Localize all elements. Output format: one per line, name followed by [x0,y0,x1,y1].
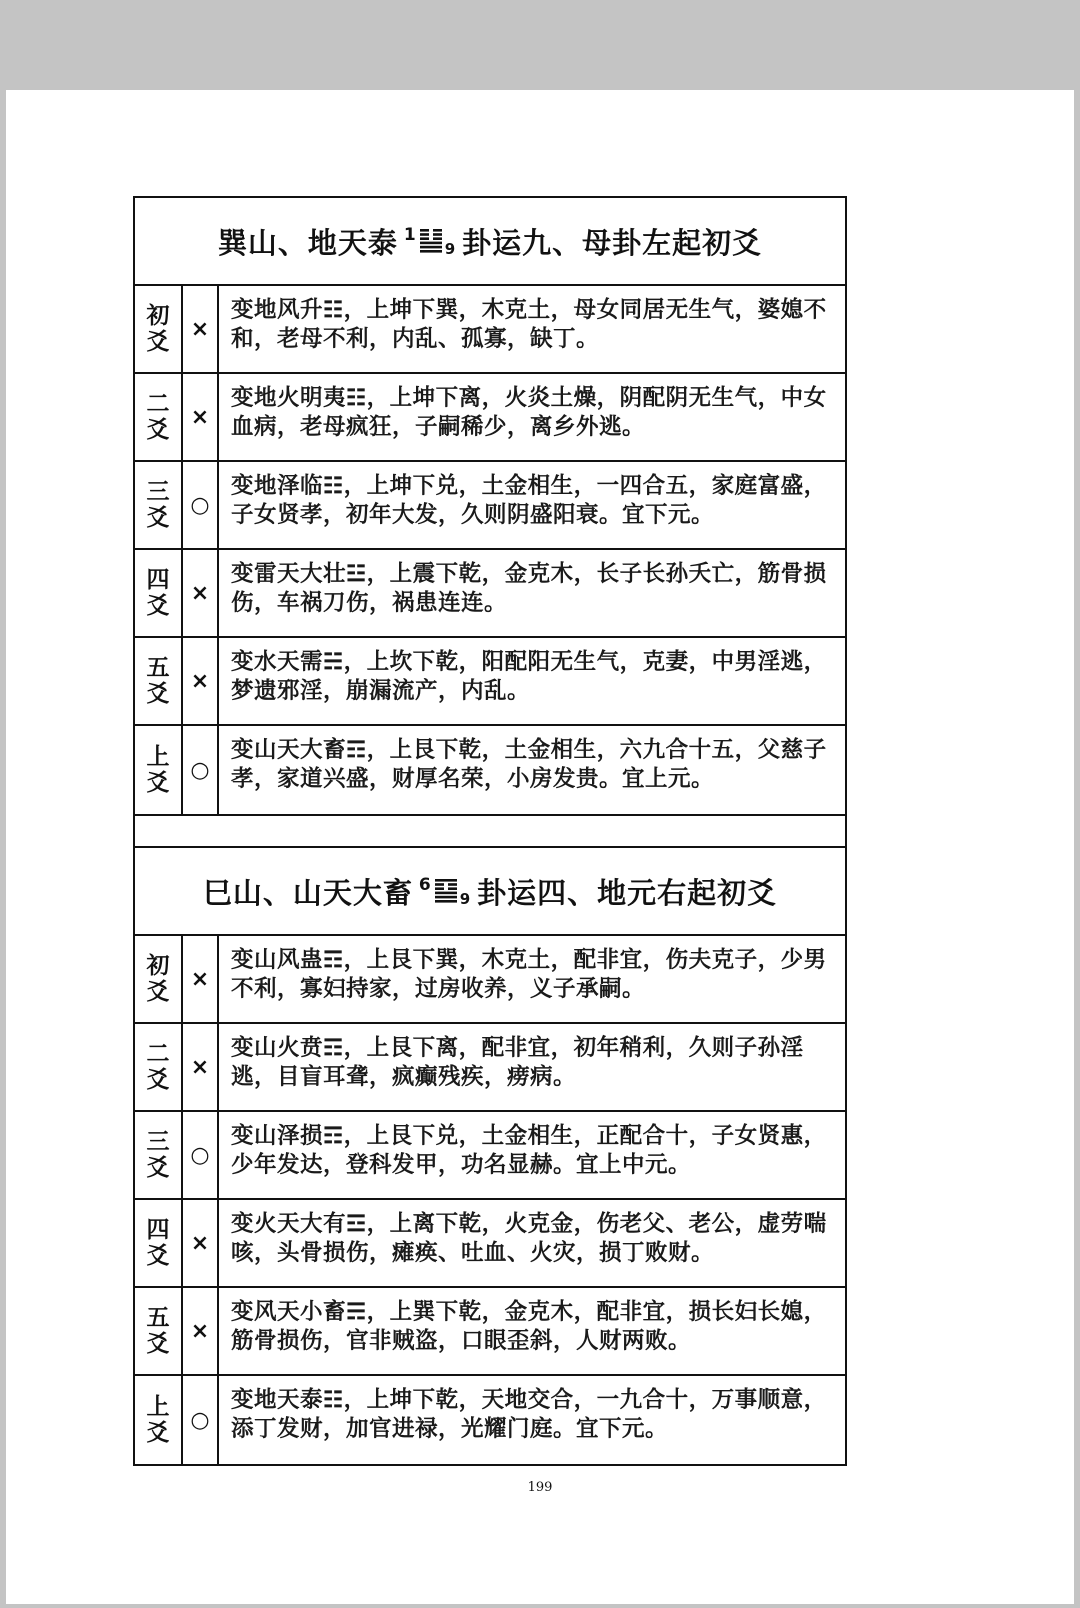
table-row [135,286,845,374]
yao-description: 变山泽损☶，上艮下兑，土金相生，正配合十，子女贤惠，少年发达，登科发甲，功名显赫。宜上中元。 [231,1123,827,1178]
table-row [135,550,845,638]
yao-mark: ○ [183,726,219,814]
table-row [135,1024,845,1112]
yao-mark: ○ [183,1376,219,1464]
title-tail: 卦运四、地元右起初爻 [477,875,778,910]
yao-mark: × [183,286,219,372]
title-main: 巳山、山天大畜 [202,875,413,910]
hexagram-daxu-icon [435,878,457,904]
table-row [135,462,845,550]
yao-label: 初 爻 [135,286,183,372]
yao-mark: × [183,1200,219,1286]
hexagram-table-1 [133,196,847,816]
table-gap [133,803,847,846]
yao-description: 变山火贲☶，上艮下离，配非宜，初年稍利，久则子孙淫逃，目盲耳聋，疯癫残疾，痨病。 [231,1035,804,1090]
yao-description: 变火天大有☲，上离下乾，火克金，伤老父、老公，虚劳喘咳，头骨损伤，瘫痪、吐血、火灾，损丁败财。 [231,1211,827,1266]
yao-description: 变风天小畜☴，上巽下乾，金克木，配非宜，损长妇长媳，筋骨损伤，官非贼盗，口眼歪斜，人财两败。 [231,1299,827,1354]
yao-mark: ○ [183,1112,219,1198]
yao-mark: × [183,550,219,636]
yao-mark: × [183,1024,219,1110]
title-tail: 卦运九、母卦左起初爻 [462,225,763,260]
table-row [135,726,845,814]
yao-label: 三 爻 [135,1112,183,1198]
yao-label: 上 爻 [135,726,183,814]
yao-label: 二 爻 [135,374,183,460]
yao-mark: × [183,936,219,1022]
yao-label: 上 爻 [135,1376,183,1464]
table-row [135,936,845,1024]
table-row [135,1112,845,1200]
yao-label: 三 爻 [135,462,183,548]
yao-label: 五 爻 [135,638,183,724]
hexagram-table-2 [133,846,847,1466]
title-subscript: 9 [444,240,457,258]
yao-label: 四 爻 [135,550,183,636]
yao-label: 四 爻 [135,1200,183,1286]
yao-mark: × [183,1288,219,1374]
table-title [135,848,845,936]
title-main: 巽山、地天泰 [217,225,398,260]
yao-description: 变水天需☵，上坎下乾，阳配阳无生气，克妻，中男淫逃，梦遗邪淫，崩漏流产，内乱。 [231,649,827,704]
yao-description: 变山天大畜☶，上艮下乾，土金相生，六九合十五，父慈子孝，家道兴盛，财厚名荣，小房发贵。宜上元。 [231,737,827,792]
title-superscript: 6 [418,875,432,895]
table-row [135,1288,845,1376]
yao-description: 变地天泰☷，上坤下乾，天地交合，一九合十，万事顺意，添丁发财，加官进禄，光耀门庭。宜下元。 [231,1387,827,1442]
yao-description: 变地火明夷☷，上坤下离，火炎土燥，阴配阴无生气，中女血病，老母疯狂，子嗣稀少，离乡外逃。 [231,385,827,440]
yao-description: 变地泽临☷，上坤下兑，土金相生，一四合五，家庭富盛，子女贤孝，初年大发，久则阴盛阳衰。宜下元。 [231,473,827,528]
table-row [135,638,845,726]
yao-label: 二 爻 [135,1024,183,1110]
table-row [135,1200,845,1288]
yao-label: 初 爻 [135,936,183,1022]
title-superscript: 1 [403,225,417,245]
table-row [135,374,845,462]
yao-label: 五 爻 [135,1288,183,1374]
yao-mark: ○ [183,462,219,548]
yao-description: 变山风蛊☶，上艮下巽，木克土，配非宜，伤夫克子，少男不利，寡妇持家，过房收养，义子承嗣。 [231,947,827,1002]
yao-description: 变雷天大壮☳，上震下乾，金克木，长子长孙夭亡，筋骨损伤，车祸刀伤，祸患连连。 [231,561,827,616]
yao-mark: × [183,638,219,724]
yao-description: 变地风升☷，上坤下巽，木克土，母女同居无生气，婆媳不和，老母不利，内乱、孤寡，缺丁。 [231,297,827,352]
document-page [6,90,1074,1604]
page-number: 199 [527,1480,553,1495]
yao-mark: × [183,374,219,460]
table-title [135,198,845,286]
table-row [135,1376,845,1464]
hexagram-tai-icon [420,228,442,254]
title-subscript: 9 [459,890,472,908]
